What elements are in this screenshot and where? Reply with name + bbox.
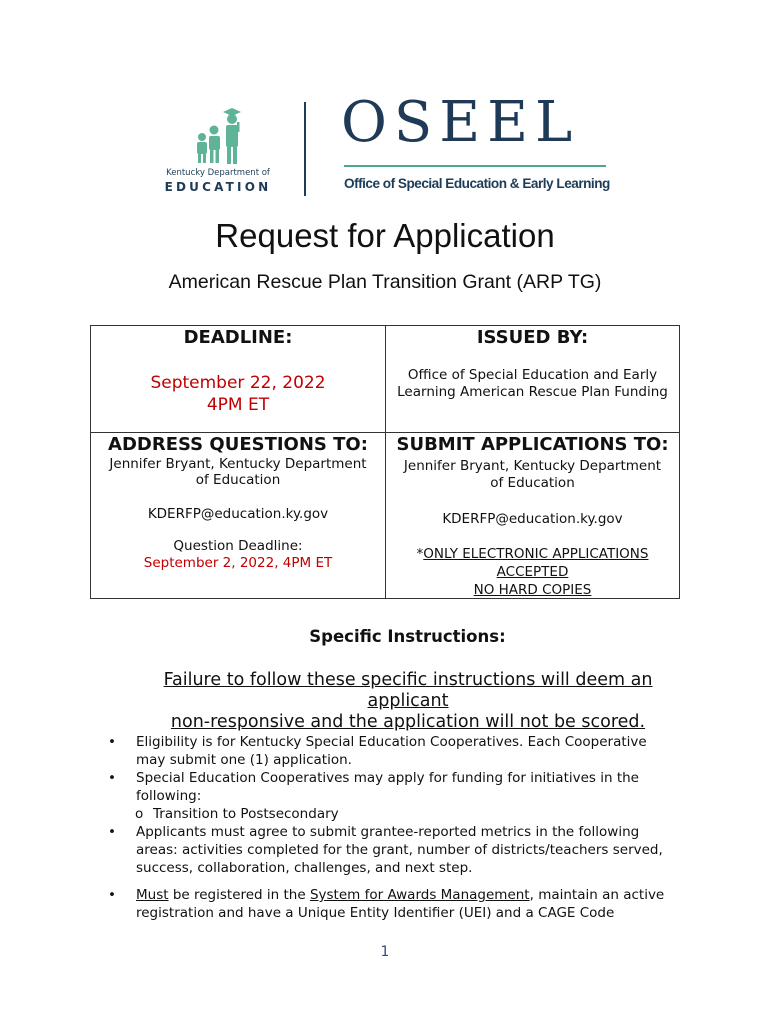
logo-divider bbox=[304, 102, 306, 196]
bullet4-line1 bbox=[136, 886, 688, 904]
bullet-icon: • bbox=[108, 770, 116, 786]
page-number: 1 bbox=[380, 944, 390, 960]
issued-by-line1: Office of Special Education and Early bbox=[407, 367, 658, 383]
bullet2-line1: Special Education Cooperatives may apply for funding for initiatives in the bbox=[136, 770, 639, 786]
questions-contact-line2: of Education bbox=[195, 472, 281, 488]
oseel-logo-subtitle: Office of Special Education & Early Learning bbox=[344, 176, 610, 191]
bullet3-line1: Applicants must agree to submit grantee-reported metrics in the following bbox=[136, 824, 640, 840]
question-deadline-label: Question Deadline: bbox=[173, 538, 303, 554]
sub-bullet-text: Transition to Postsecondary bbox=[153, 806, 339, 822]
submit-note-line3: NO HARD COPIES bbox=[473, 582, 592, 598]
oseel-logo-wordmark: OSEEL bbox=[341, 90, 580, 155]
submit-contact-line2: of Education bbox=[490, 475, 575, 491]
warning-line3: non-responsive and the application will not be scored. bbox=[170, 712, 646, 732]
kde-children-logo-icon bbox=[186, 104, 246, 166]
document-subtitle: American Rescue Plan Transition Grant (ARP TG) bbox=[168, 271, 602, 293]
bullet-icon: • bbox=[108, 734, 116, 750]
deadline-time: 4PM ET bbox=[206, 395, 270, 415]
list-item bbox=[108, 733, 688, 769]
questions-contact-line1: Jennifer Bryant, Kentucky Department bbox=[109, 456, 367, 472]
issued-by-header: ISSUED BY: bbox=[476, 327, 589, 348]
oseel-logo-rule bbox=[344, 165, 606, 167]
list-item bbox=[108, 823, 688, 877]
question-deadline-date: September 2, 2022, 4PM ET bbox=[143, 555, 333, 571]
bullet3-line3: success, collaboration, challenges, and next step. bbox=[136, 860, 473, 876]
questions-email-link[interactable]: KDERFP@education.ky.gov bbox=[147, 506, 329, 522]
must-emphasis: Must bbox=[136, 887, 169, 903]
warning-line2: applicant bbox=[367, 691, 449, 711]
submit-note-asterisk: * bbox=[416, 546, 424, 562]
kde-logo-wordmark: EDUCATION bbox=[164, 180, 272, 194]
bullet-icon: • bbox=[108, 887, 116, 903]
list-item bbox=[108, 886, 688, 922]
document-title: Request for Application bbox=[215, 217, 555, 254]
warning-line1: Failure to follow these specific instructions will deem an bbox=[163, 670, 653, 690]
bullet1-line2: may submit one (1) application. bbox=[136, 752, 352, 768]
instructions-heading: Specific Instructions: bbox=[309, 627, 506, 646]
table-row-divider bbox=[91, 432, 679, 433]
bullet2-line2: following: bbox=[136, 788, 202, 804]
bullet-icon: • bbox=[108, 824, 116, 840]
bullet1-line1: Eligibility is for Kentucky Special Education Cooperatives. Each Cooperative bbox=[136, 734, 647, 750]
submit-note-line1-text: ONLY ELECTRONIC APPLICATIONS bbox=[423, 546, 649, 562]
submit-email-link[interactable]: KDERFP@education.ky.gov bbox=[442, 511, 623, 527]
sam-link[interactable]: System for Awards Management bbox=[309, 887, 530, 903]
submit-header: SUBMIT APPLICATIONS TO: bbox=[396, 434, 669, 455]
sub-list-item bbox=[108, 805, 688, 823]
issued-by-line2: Learning American Rescue Plan Funding bbox=[397, 384, 668, 400]
instructions-list bbox=[108, 733, 688, 922]
submit-note-line2: ACCEPTED bbox=[496, 564, 569, 580]
bullet3-line2: areas: activities completed for the grant, number of districts/teachers served, bbox=[136, 842, 663, 858]
questions-header: ADDRESS QUESTIONS TO: bbox=[108, 434, 368, 455]
bullet4-text: be registered in the bbox=[168, 887, 310, 903]
submit-note-line1 bbox=[386, 546, 679, 563]
info-table bbox=[90, 325, 680, 599]
instructions-warning bbox=[158, 670, 658, 733]
bullet4-text: , maintain an active bbox=[529, 887, 665, 903]
submit-contact-line1: Jennifer Bryant, Kentucky Department bbox=[403, 458, 662, 474]
kde-logo-text: Kentucky Department of bbox=[166, 168, 270, 178]
deadline-date: September 22, 2022 bbox=[150, 373, 326, 393]
deadline-header: DEADLINE: bbox=[183, 327, 293, 348]
list-item bbox=[108, 769, 688, 805]
bullet4-line2: registration and have a Unique Entity Identifier (UEI) and a CAGE Code bbox=[136, 905, 615, 921]
sub-bullet-icon: o bbox=[135, 806, 144, 822]
